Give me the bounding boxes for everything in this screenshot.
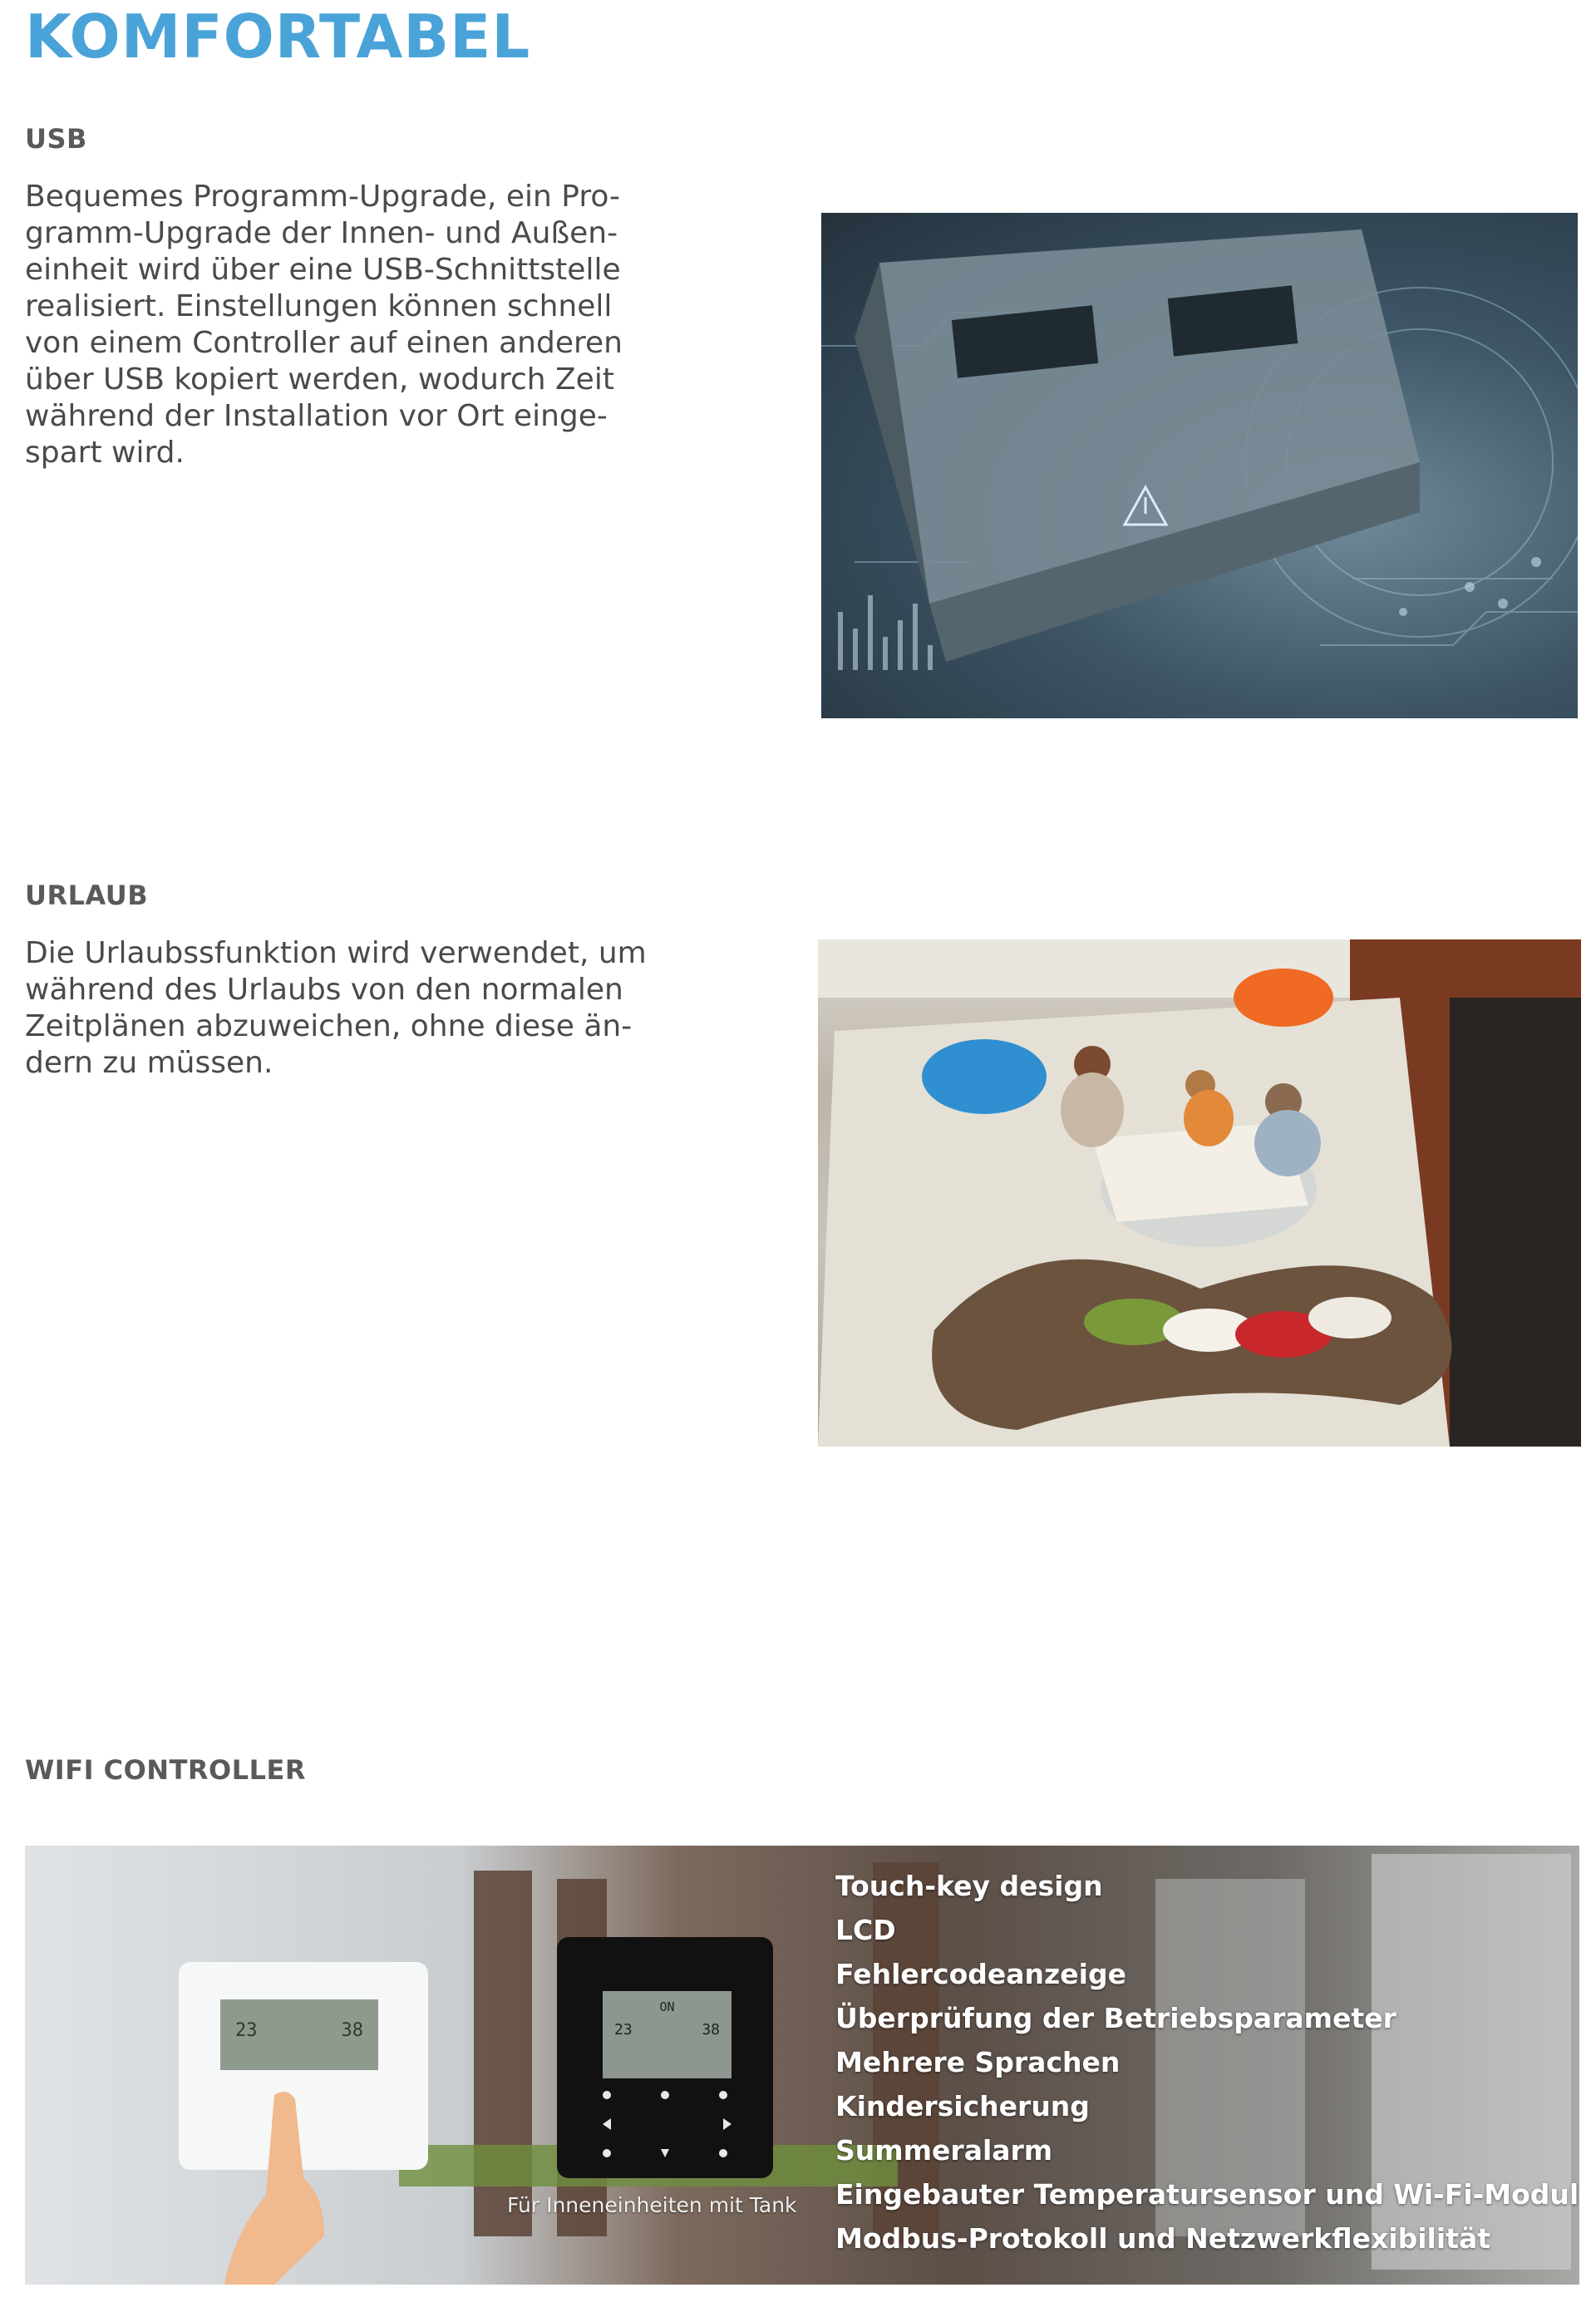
usb-line: von einem Controller auf einen anderen [25, 326, 623, 360]
feature-item: Fehlercodeanzeige [835, 1958, 1126, 1990]
usb-illustration [821, 213, 1578, 718]
living-room-illustration [818, 939, 1581, 1447]
right-display-value-2: 38 [702, 2021, 720, 2038]
urlaub-line: dern zu müssen. [25, 1046, 273, 1080]
usb-line: gramm-Upgrade der Innen- und Außen- [25, 216, 618, 250]
usb-line: während der Installation vor Ort einge- [25, 399, 608, 433]
right-display-value-1: 23 [614, 2021, 633, 2038]
urlaub-line: Die Urlaubssfunktion wird verwendet, um [25, 936, 647, 970]
urlaub-heading: URLAUB [25, 880, 149, 911]
usb-line: realisiert. Einstellungen können schnell [25, 289, 613, 323]
urlaub-line: Zeitplänen abzuweichen, ohne diese än- [25, 1009, 633, 1043]
family-living-room-photo [818, 939, 1581, 1447]
usb-line: Bequemes Programm-Upgrade, ein Pro- [25, 180, 621, 214]
left-display-value-2: 38 [341, 2020, 363, 2041]
wifi-controller-banner [25, 1846, 1579, 2285]
wifi-heading: WIFI CONTROLLER [25, 1754, 307, 1786]
feature-item: Modbus-Protokoll und Netzwerkflexibilität [835, 2222, 1490, 2255]
feature-item: LCD [835, 1914, 896, 1946]
feature-item: Kindersicherung [835, 2090, 1090, 2122]
urlaub-description [25, 935, 682, 1082]
page-title: KOMFORTABEL [25, 2, 531, 71]
right-controller-display [603, 1999, 732, 2038]
feature-item: Eingebauter Temperatursensor und Wi-Fi-Modul [835, 2178, 1579, 2211]
feature-item: Überprüfung der Betriebsparameter [835, 2002, 1396, 2034]
usb-heading: USB [25, 123, 87, 155]
feature-item: Summeralarm [835, 2134, 1053, 2167]
usb-connector-photo [821, 213, 1578, 718]
left-display-value-1: 23 [235, 2020, 258, 2041]
usb-line: über USB kopiert werden, wodurch Zeit [25, 362, 614, 397]
feature-item: Mehrere Sprachen [835, 2046, 1121, 2078]
right-display-status: ON [659, 1999, 675, 2014]
controller-caption: Für Inneneinheiten mit Tank [507, 2193, 797, 2217]
feature-item: Touch-key design [835, 1870, 1103, 1902]
usb-line: einheit wird über eine USB-Schnittstelle [25, 253, 621, 287]
left-controller-display [220, 2020, 378, 2041]
usb-description [25, 179, 682, 471]
urlaub-line: während des Urlaubs von den normalen [25, 973, 623, 1007]
usb-line: spart wird. [25, 436, 185, 470]
feature-list [835, 1864, 1579, 2260]
